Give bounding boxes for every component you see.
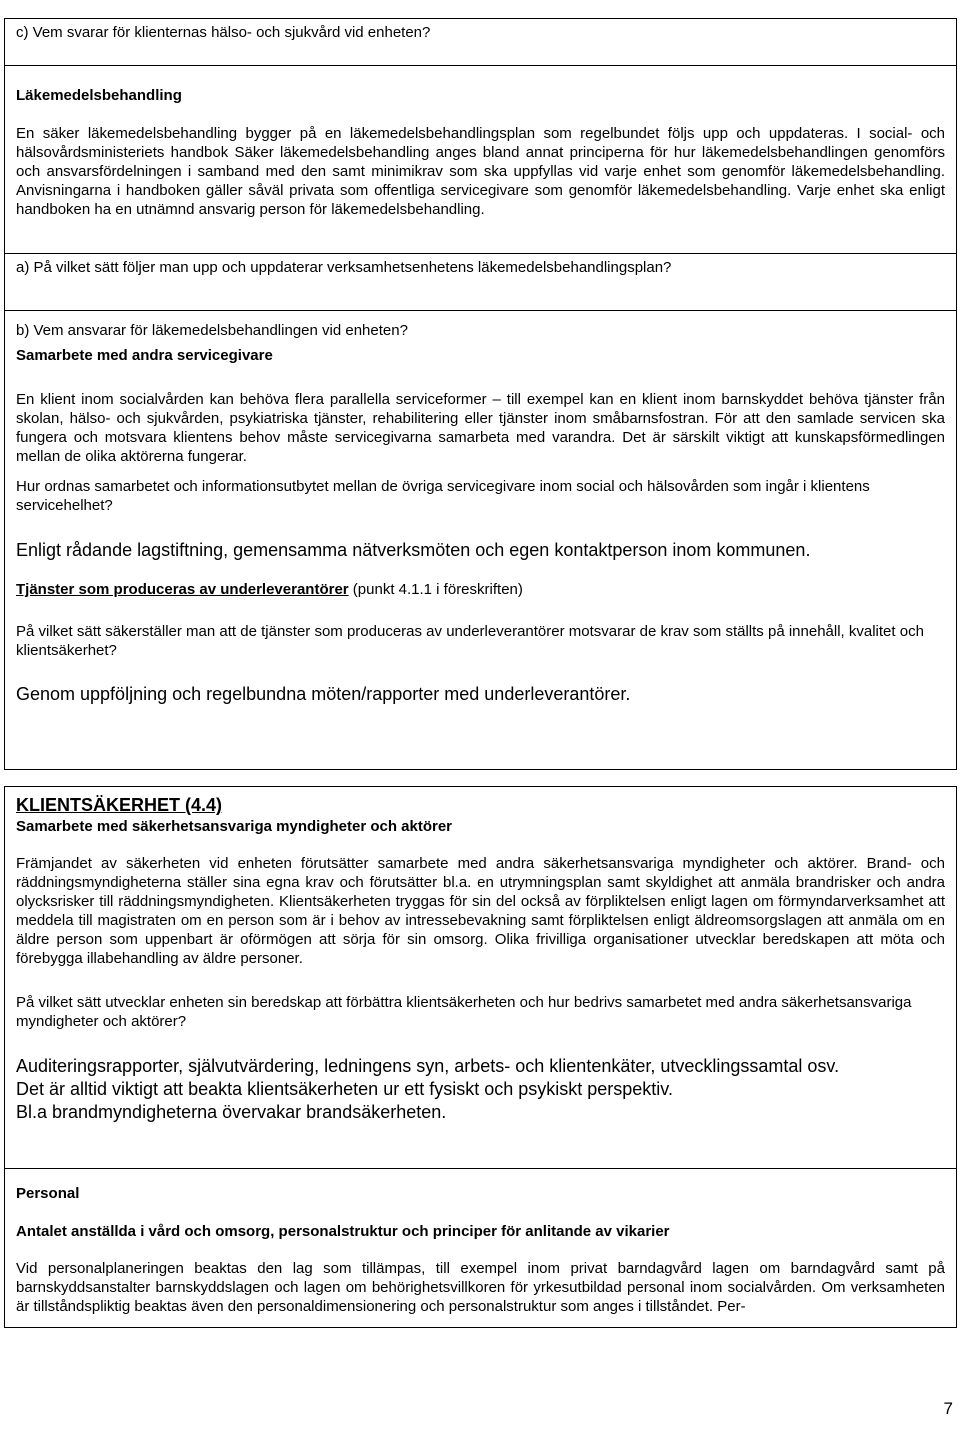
safety-answer-2: Det är alltid viktigt att beakta klientsäkerheten ur ett fysiskt och psykiskt perspektiv. [16, 1079, 673, 1099]
safety-answer-1: Auditeringsrapporter, självutvärdering, ledningens syn, arbets- och klientenkäter, utvecklingssamtal osv. [16, 1056, 840, 1076]
top-table [4, 18, 957, 770]
question-c-cell [5, 19, 956, 66]
safety-paragraph: Främjandet av säkerheten vid enheten förutsätter samarbete med andra säkerhetsansvariga myndigheter och aktörer. Brand- och räddningsmyndigheterna ställer sina egna krav och förutsätter bl.a. en utrymningsplan samt skyldighet att anmäla brandrisker och andra olycksrisker till räddningsmyndigheten. Klientsäkerheten tryggas för sin del också av förpliktelsen enligt lagen om förmyndarverksamhet att meddela till magistraten om en person som är i behov av intressebevakning samt förpliktelsen enligt äldreomsorgslagen att anmäla om en äldre person som uppenbart är oförmögen att sörja för sin omsorg. Olika frivilliga organisationer utvecklar beredskapen att möta och förebygga illabehandling av äldre personer. [16, 855, 945, 967]
safety-answer-3: Bl.a brandmyndigheterna övervakar brandsäkerheten. [16, 1102, 447, 1122]
personnel-heading: Personal [16, 1185, 80, 1202]
subcontractor-question: På vilket sätt säkerställer man att de tjänster som produceras av underleverantörer motsvarar de krav som ställts på innehåll, kvalitet och klientsäkerhet? [16, 623, 924, 659]
personnel-paragraph: Vid personalplaneringen beaktas den lag som tillämpas, till exempel inom privat barndagvård lagen om barndagvård samt på barnskyddsanstalter barnskyddslagen och lagen om behörighetsvillkoren för yrkesutbildad personal inom socialvården. Om verksamheten är tillståndspliktig beaktas även den personaldimensionering och personalstruktur som anges i tillståndet. Per- [16, 1260, 945, 1315]
question-a-cell [5, 254, 956, 311]
page-number: 7 [943, 1399, 953, 1418]
medication-cell [5, 66, 956, 254]
collaboration-answer: Enligt rådande lagstiftning, gemensamma nätverksmöten och egen kontaktperson inom kommunen. [16, 540, 811, 560]
question-a: a) På vilket sätt följer man upp och uppdaterar verksamhetsenhetens läkemedelsbehandlingsplan? [16, 259, 672, 276]
question-b: b) Vem ansvarar för läkemedelsbehandlingen vid enheten? [16, 322, 408, 339]
subcontractor-heading: Tjänster som produceras av underleverantörer [16, 581, 349, 598]
collaboration-cell [5, 311, 956, 771]
question-c: c) Vem svarar för klienternas hälso- och sjukvård vid enheten? [16, 24, 431, 41]
safety-table [4, 786, 957, 1169]
collaboration-heading: Samarbete med andra servicegivare [16, 347, 273, 364]
personnel-subheading: Antalet anställda i vård och omsorg, personalstruktur och principer för anlitande av vikarier [16, 1223, 670, 1240]
safety-title: KLIENTSÄKERHET (4.4) [16, 795, 223, 815]
collaboration-paragraph: En klient inom socialvården kan behöva flera parallella serviceformer – till exempel kan en klient inom barnskyddet behöva tjänster från skolan, hälso- och sjukvården, psykiatriska tjänster, rehabilitering eller tjänster inom småbarnsfostran. För att den samlade servicen ska fungera och motsvara klientens behov måste servicegivarna samarbeta med varandra. Det är särskilt viktigt att kunskapsförmedlingen mellan de olika aktörerna fungerar. [16, 391, 945, 465]
subcontractor-heading-line [16, 580, 945, 599]
safety-subheading: Samarbete med säkerhetsansvariga myndigheter och aktörer [16, 818, 453, 835]
personnel-table [4, 1168, 957, 1328]
medication-heading: Läkemedelsbehandling [16, 87, 182, 104]
medication-paragraph: En säker läkemedelsbehandling bygger på en läkemedelsbehandlingsplan som regelbundet följs upp och uppdateras. I social- och hälsovårdsministeriets handbok Säker läkemedelsbehandling anges bland annat principerna för hur läkemedelsbehandlingen genomförs och ansvarsfördelningen i samband med den samt minimikrav som ska uppfyllas vid varje enhet som genomför läkemedelsbehandling. Anvisningarna i handboken gäller såväl privata som offentliga servicegivare som genomför läkemedelsbehandling. Varje enhet ska enligt handboken ha en utnämnd ansvarig person för läkemedelsbehandling. [16, 125, 945, 218]
subcontractor-ref: (punkt 4.1.1 i föreskriften) [348, 581, 523, 598]
collaboration-question: Hur ordnas samarbetet och informationsutbytet mellan de övriga servicegivare inom social och hälsovården som ingår i klientens servicehelhet? [16, 478, 870, 514]
subcontractor-answer: Genom uppföljning och regelbundna möten/rapporter med underleverantörer. [16, 684, 631, 704]
safety-question: På vilket sätt utvecklar enheten sin beredskap att förbättra klientsäkerheten och hur bedrivs samarbetet med andra säkerhetsansvariga myndigheter och aktörer? [16, 994, 912, 1030]
